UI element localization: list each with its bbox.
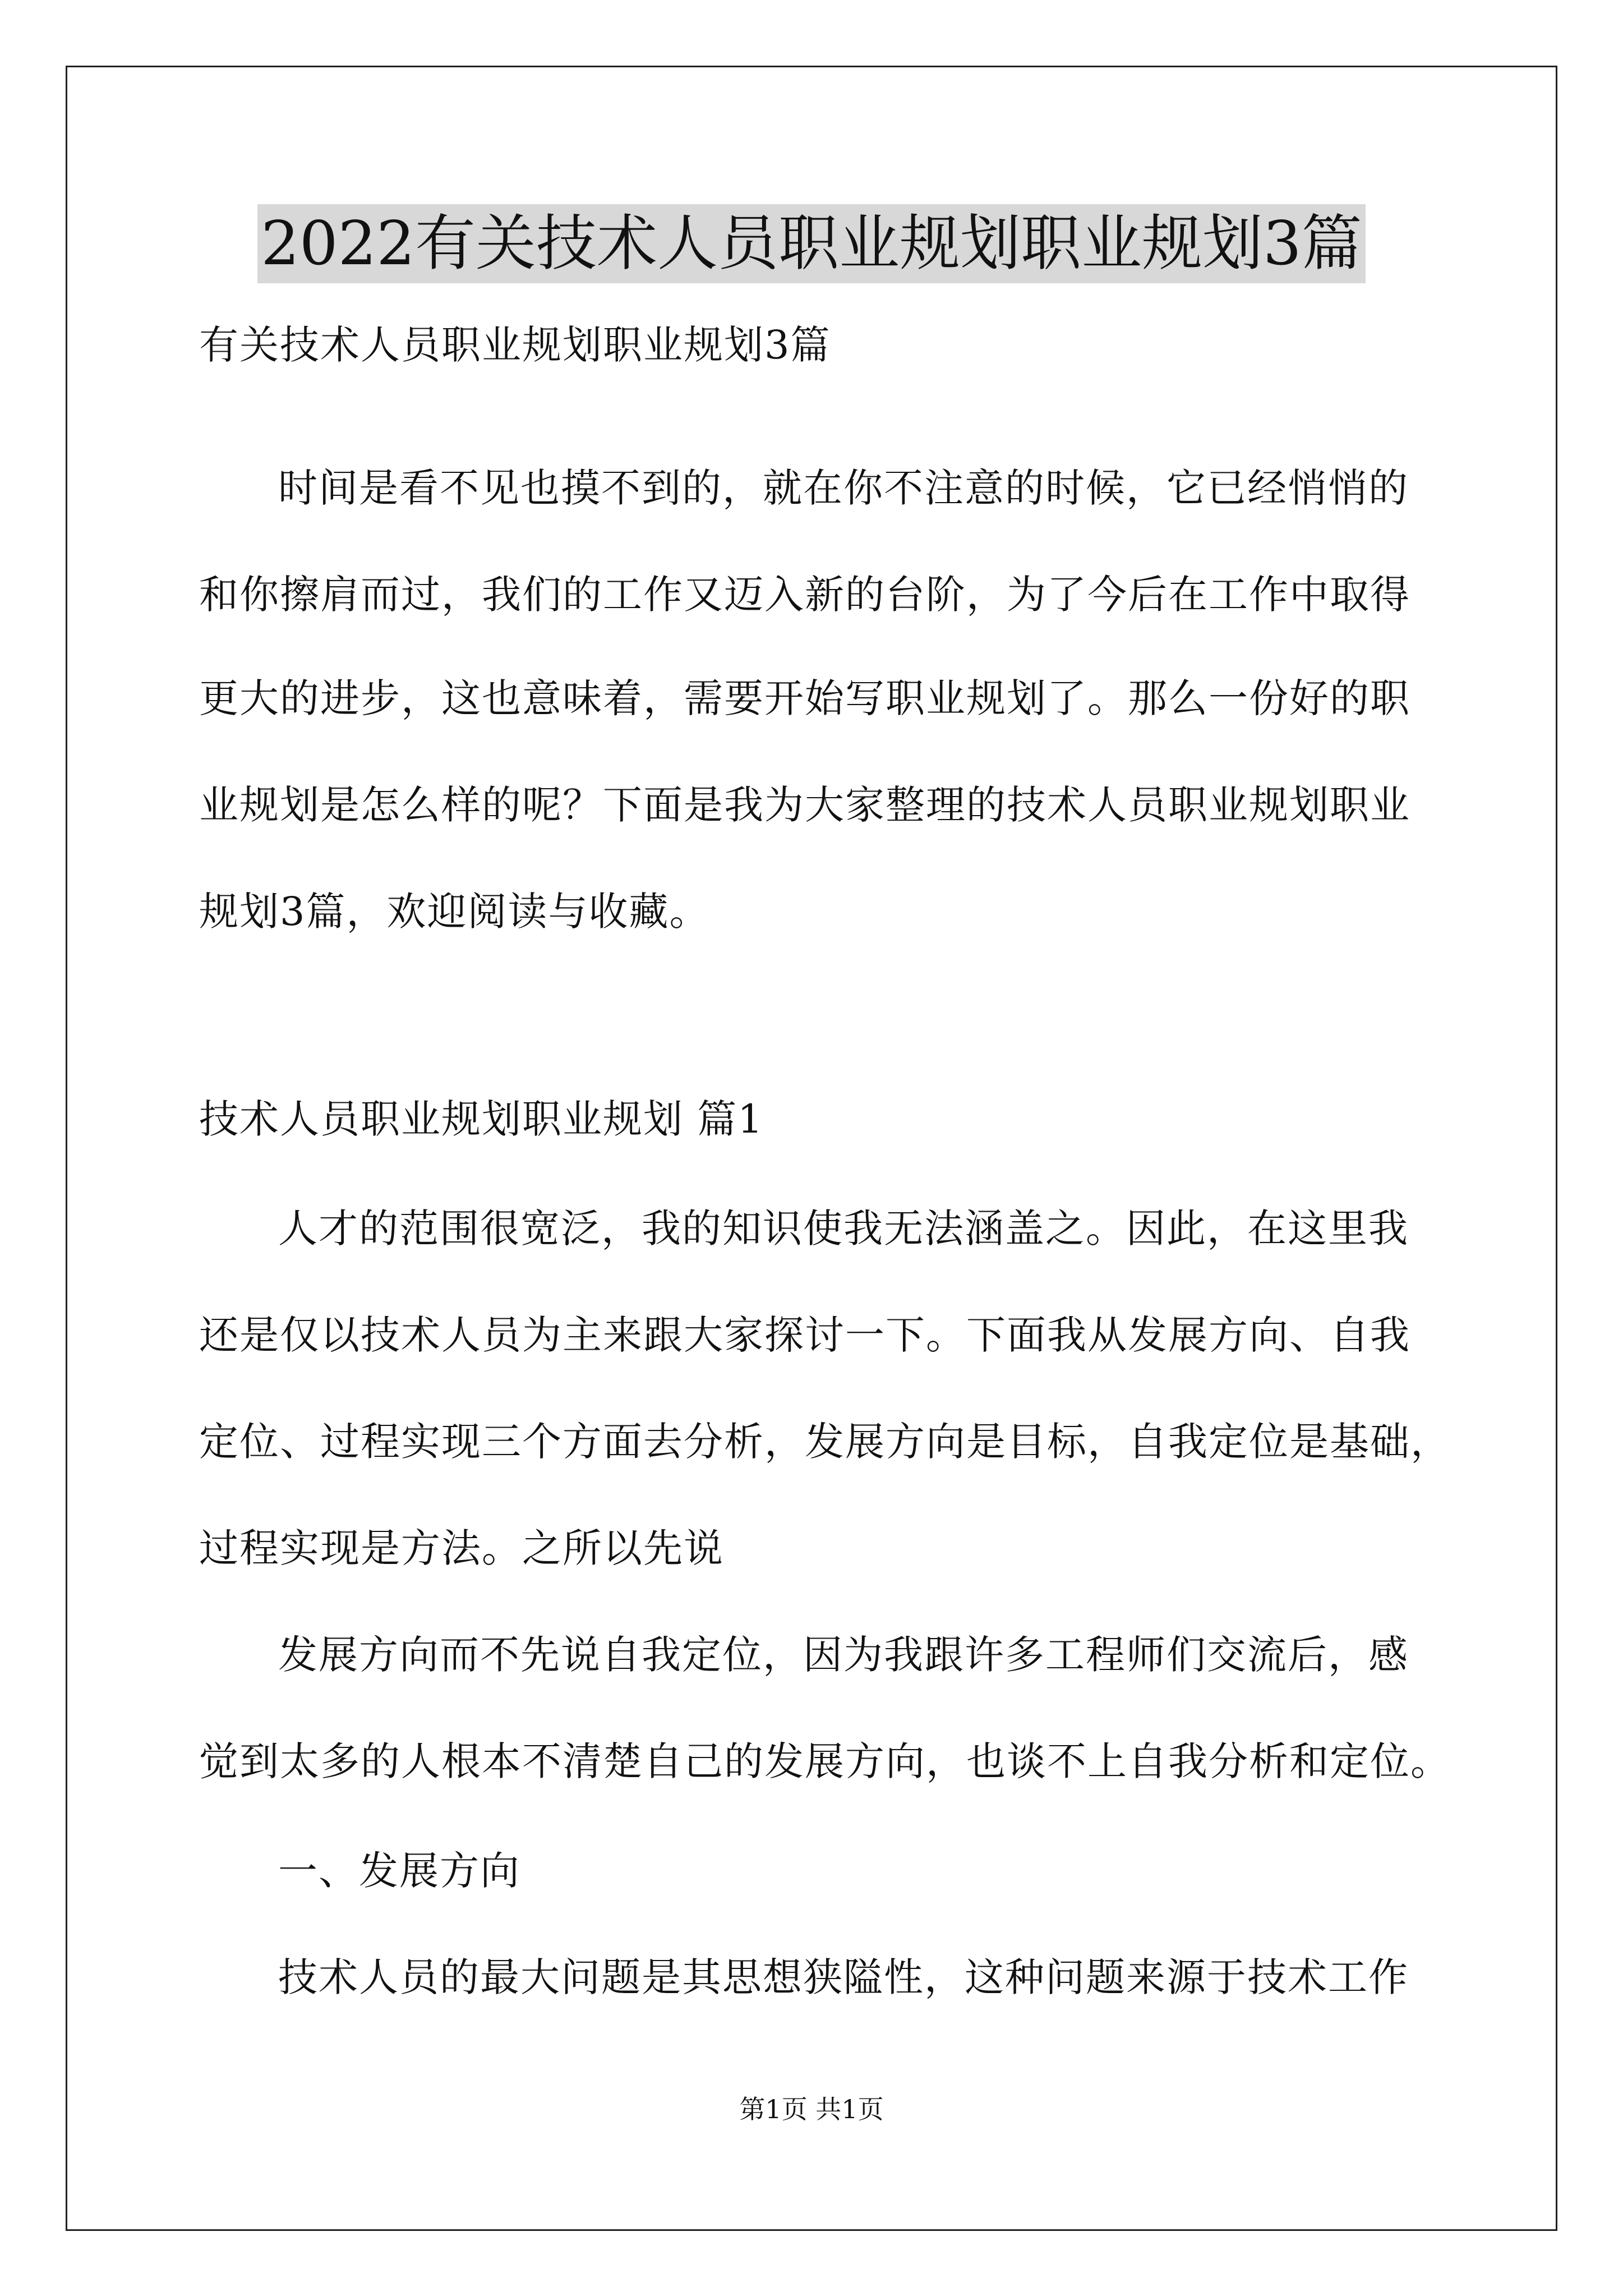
intro-line-3: 更大的进步，这也意味着，需要开始写职业规划了。那么一份好的职 <box>199 675 1410 721</box>
document-subtitle: 有关技术人员职业规划职业规划3篇 <box>199 322 831 368</box>
intro-line-5: 规划3篇，欢迎阅读与收藏。 <box>199 889 710 935</box>
intro-line-4: 业规划是怎么样的呢？下面是我为大家整理的技术人员职业规划职业 <box>199 782 1410 828</box>
section-line-8: 技术人员的最大问题是其思想狭隘性，这种问题来源于技术工作 <box>278 1954 1409 2000</box>
section-line-6: 觉到太多的人根本不清楚自己的发展方向，也谈不上自我分析和定位。 <box>199 1738 1451 1784</box>
section-subheading: 一、发展方向 <box>278 1848 520 1894</box>
page-footer: 第1页 共1页 <box>739 2094 884 2124</box>
section-heading: 技术人员职业规划职业规划 篇1 <box>199 1096 764 1142</box>
section-line-5: 发展方向而不先说自我定位，因为我跟许多工程师们交流后，感 <box>278 1632 1409 1678</box>
section-line-1: 人才的范围很宽泛，我的知识使我无法涵盖之。因此，在这里我 <box>278 1205 1409 1251</box>
section-line-3: 定位、过程实现三个方面去分析，发展方向是目标，自我定位是基础， <box>199 1419 1451 1465</box>
document-title: 2022有关技术人员职业规划职业规划3篇 <box>0 202 1623 286</box>
intro-line-1: 时间是看不见也摸不到的，就在你不注意的时候，它已经悄悄的 <box>278 465 1409 511</box>
section-line-4: 过程实现是方法。之所以先说 <box>199 1525 724 1571</box>
intro-line-2: 和你擦肩而过，我们的工作又迈入新的台阶，为了今后在工作中取得 <box>199 572 1410 618</box>
section-line-2: 还是仅以技术人员为主来跟大家探讨一下。下面我从发展方向、自我 <box>199 1312 1410 1358</box>
page-border <box>66 66 1557 2231</box>
